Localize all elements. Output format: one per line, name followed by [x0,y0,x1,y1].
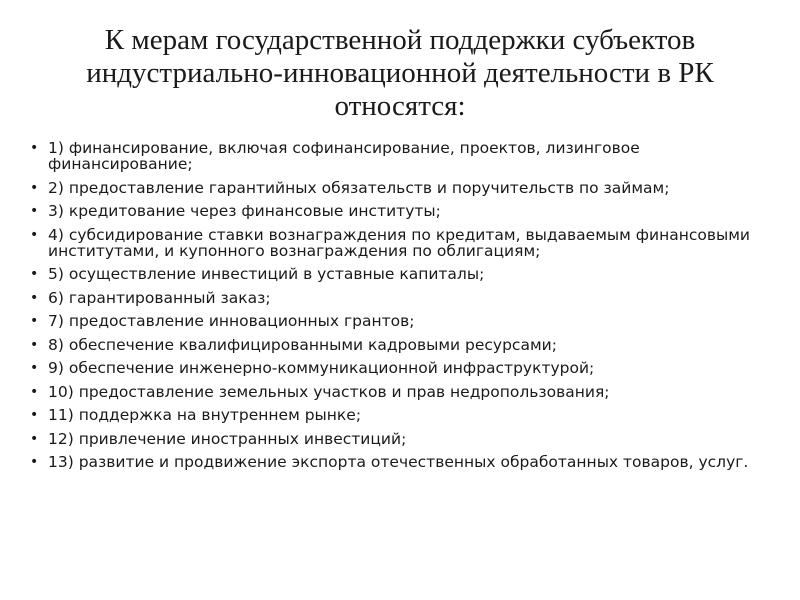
bullet-icon: • [30,179,39,196]
list-item [30,266,780,282]
list-item [30,454,780,470]
list-item-text: 9) обеспечение инженерно-коммуникационной инфраструктурой; [48,359,595,377]
bullet-icon: • [30,360,39,376]
list-item [30,313,780,329]
list-item-text: 4) субсидирование ставки вознаграждения по кредитам, выдаваемым финансовыми институтами, и купонного вознаграждения по облигациям; [48,225,750,260]
bullet-icon: • [30,407,39,423]
list-item [30,227,780,259]
list-item [30,180,780,196]
list-item [30,203,780,219]
list-item-text: 11) поддержка на внутреннем рынке; [48,406,362,424]
list-item-text: 8) обеспечение квалифицированными кадровыми ресурсами; [48,335,557,354]
list-item-text: 1) финансирование, включая софинансирование, проектов, лизинговое финансирование; [48,139,640,173]
list-item [30,140,780,172]
list-item [30,431,780,447]
bullet-icon: • [30,430,39,447]
list-item [30,337,780,353]
list-item [30,407,780,423]
bullet-icon: • [30,226,39,243]
bullet-icon: • [30,203,39,219]
bullet-icon: • [30,454,39,470]
list-item [30,360,780,376]
bullet-icon: • [30,266,39,282]
bullet-icon: • [30,313,39,329]
list-item [30,384,780,400]
bullet-icon: • [30,289,39,306]
list-item-text: 10) предоставление земельных участков и прав недропользования; [48,382,610,401]
list-item-text: 13) развитие и продвижение экспорта отечественных обработанных товаров, услуг. [48,453,749,471]
bullet-icon: • [30,336,39,353]
list-item [30,290,780,306]
list-item-text: 7) предоставление инновационных грантов; [48,312,415,330]
bullet-icon: • [30,140,39,156]
list-item-text: 6) гарантированный заказ; [48,288,271,307]
list-item-text: 12) привлечение иностранных инвестиций; [48,429,407,448]
bullet-icon: • [30,383,39,400]
list-item-text: 3) кредитование через финансовые институты; [48,202,441,220]
list-item-text: 2) предоставление гарантийных обязательств и поручительств по займам; [48,178,670,197]
bullet-list [30,140,780,478]
slide-title: К мерам государственной поддержки субъектов индустриально-инновационной деятельности в РК относятся: [86,24,714,122]
list-item-text: 5) осуществление инвестиций в уставные капиталы; [48,265,485,283]
